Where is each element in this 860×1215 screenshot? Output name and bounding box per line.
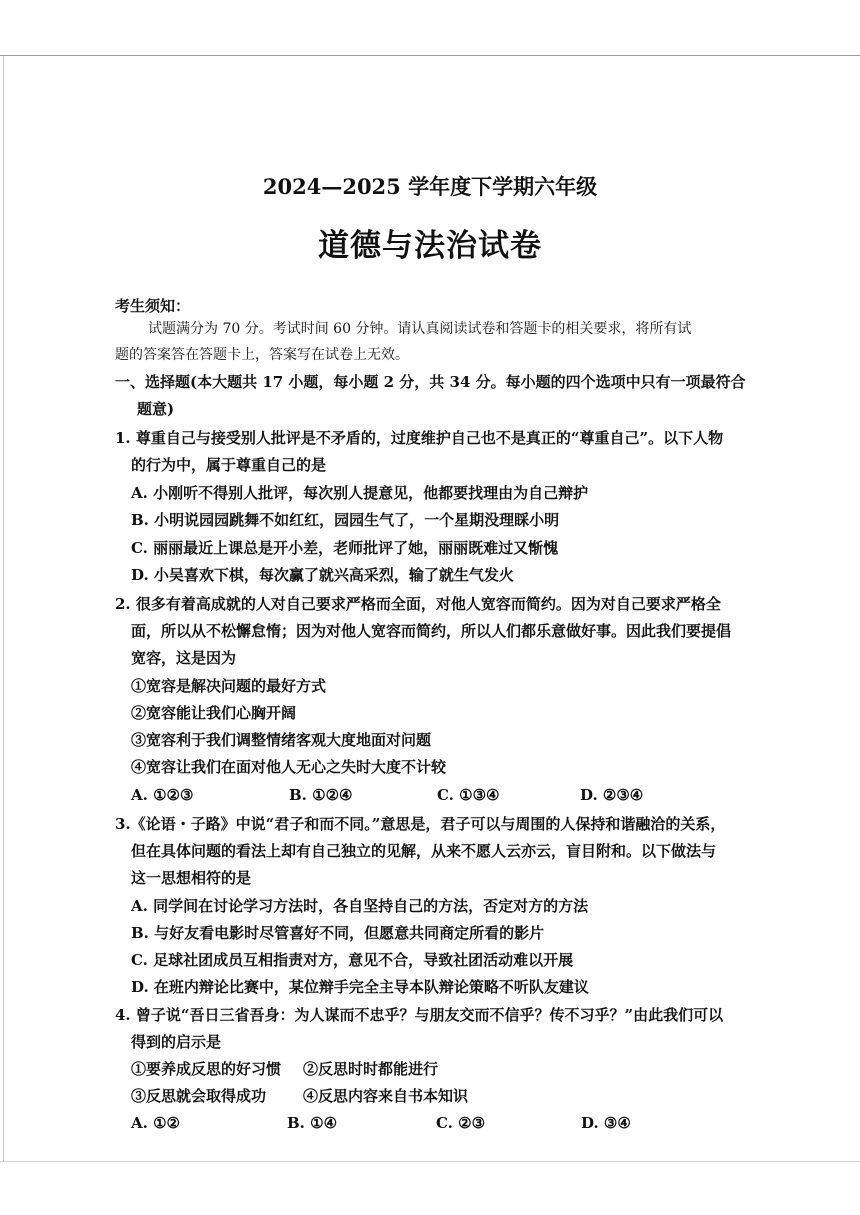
q4-statement-3: ③反思就会取得成功: [131, 1087, 267, 1105]
bottom-border-line: [0, 1161, 860, 1162]
q3-option-b: B. 与好友看电影时尽管喜好不同，但愿意共同商定所看的影片: [131, 924, 545, 942]
q4-choice-c: C. ②③: [436, 1114, 486, 1132]
q2-statement-4: ④宽容让我们在面对他人无心之失时大度不计较: [131, 758, 447, 776]
q4-choice-d: D. ③④: [581, 1114, 631, 1132]
section-heading-line1: 一、选择题(本大题共 17 小题，每小题 2 分，共 34 分。每小题的四个选项中只有一项最符合: [115, 373, 746, 391]
q2-statement-3: ③宽容利于我们调整情绪客观大度地面对问题: [131, 731, 432, 749]
q2-choice-d: D. ②③④: [580, 786, 644, 804]
q4-stem-line1: 4. 曾子说“吾日三省吾身：为人谋而不忠乎？与朋友交而不信乎？传不习乎？”由此我们可以: [115, 1006, 724, 1024]
q1-option-d: D. 小吴喜欢下棋，每次赢了就兴高采烈，输了就生气发火: [131, 566, 514, 584]
exam-title-line2: 道德与法治试卷: [318, 228, 542, 264]
q2-choice-b: B. ①②④: [289, 786, 353, 804]
q1-option-c: C. 丽丽最近上课总是开小差，老师批评了她，丽丽既难过又惭愧: [131, 539, 559, 557]
q4-statement-4: ④反思内容来自书本知识: [303, 1087, 469, 1105]
q1-option-a: A. 小刚听不得别人批评，每次别人提意见，他都要找理由为自己辩护: [131, 484, 589, 502]
q3-option-c: C. 足球社团成员互相指责对方，意见不合，导致社团活动难以开展: [131, 951, 574, 969]
q2-statement-1: ①宽容是解决问题的最好方式: [131, 677, 327, 695]
q2-stem-line1: 2. 很多有着高成就的人对自己要求严格而全面，对他人宽容而简约。因为对自己要求严格全: [115, 595, 721, 613]
q2-stem-line2: 面，所以从不松懈怠惰；因为对他人宽容而简约，所以人们都乐意做好事。因此我们要提倡: [131, 622, 732, 640]
section-heading-line2: 题意): [137, 400, 175, 418]
notice-label: 考生须知：: [115, 297, 191, 315]
q1-option-b: B. 小明说园园跳舞不如红红，园园生气了，一个星期没理睬小明: [131, 511, 560, 529]
left-border-line: [3, 56, 4, 1161]
q1-stem-line1: 1. 尊重自己与接受别人批评是不矛盾的，过度维护自己也不是真正的“尊重自己”。以下人物: [115, 429, 724, 447]
q3-stem-line1: 3.《论语・子路》中说“君子和而不同。”意思是，君子可以与周围的人保持和谐融洽的关系，: [115, 815, 726, 833]
notice-line1: 试题满分为 70 分。考试时间 60 分钟。请认真阅读试卷和答题卡的相关要求，将所有试: [148, 321, 692, 337]
q4-stem-line2: 得到的启示是: [131, 1033, 222, 1051]
q4-statement-2: ②反思时时都能进行: [303, 1060, 439, 1078]
q2-statement-2: ②宽容能让我们心胸开阔: [131, 704, 297, 722]
q3-option-d: D. 在班内辩论比赛中，某位辩手完全主导本队辩论策略不听队友建议: [131, 978, 589, 996]
q4-statement-1: ①要养成反思的好习惯: [131, 1060, 282, 1078]
notice-line2: 题的答案答在答题卡上，答案写在试卷上无效。: [115, 347, 409, 363]
q3-stem-line3: 这一思想相符的是: [131, 869, 252, 887]
q3-option-a: A. 同学间在讨论学习方法时，各自坚持自己的方法，否定对方的方法: [131, 897, 589, 915]
q3-stem-line2: 但在具体问题的看法上却有自己独立的见解，从来不愿人云亦云，盲目附和。以下做法与: [131, 842, 717, 860]
top-border-line: [0, 55, 860, 56]
q2-choice-c: C. ①③④: [437, 786, 500, 804]
q2-choice-a: A. ①②③: [131, 786, 194, 804]
q2-stem-line3: 宽容，这是因为: [131, 649, 237, 667]
exam-title-line1: 2024—2025 学年度下学期六年级: [262, 174, 598, 199]
q1-stem-line2: 的行为中，属于尊重自己的是: [131, 456, 327, 474]
q4-choice-a: A. ①②: [131, 1114, 180, 1132]
q4-choice-b: B. ①④: [287, 1114, 338, 1132]
